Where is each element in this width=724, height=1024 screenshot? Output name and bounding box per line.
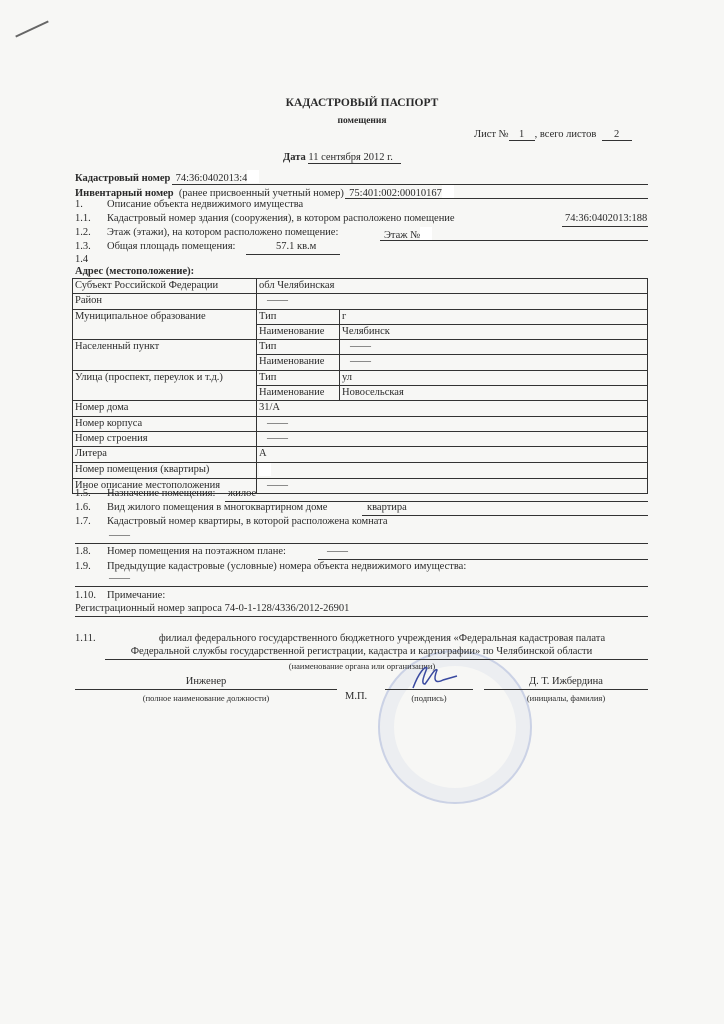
- item-number: 1.11.: [75, 633, 96, 644]
- apartment-cadastral-value: ——: [109, 530, 130, 541]
- item-label: Предыдущие кадастровые (условные) номера объекта недвижимого имущества:: [107, 561, 467, 572]
- table-cell: ——: [257, 416, 648, 431]
- floor-value: Этаж №: [384, 227, 432, 241]
- page-title: КАДАСТРОВЫЙ ПАСПОРТ: [285, 97, 439, 109]
- item-label: Примечание:: [107, 590, 166, 601]
- area-value: 57.1 кв.м: [276, 241, 317, 252]
- table-cell: Номер корпуса: [73, 416, 257, 431]
- item-number: 1.4: [75, 254, 89, 265]
- table-cell: Литера: [73, 447, 257, 462]
- scan-mark: [15, 20, 48, 37]
- item-number: 1.3.: [75, 241, 91, 252]
- address-heading: Адрес (местоположение):: [75, 266, 195, 277]
- table-cell: Наименование: [257, 355, 340, 370]
- note-value: Регистрационный номер запроса 74-0-1-128/4336/2012-26901: [75, 603, 350, 614]
- table-cell: Район: [73, 294, 257, 309]
- item-number: 1.5.: [75, 488, 91, 499]
- table-cell: Номер помещения (квартиры): [73, 462, 257, 478]
- table-cell: Субъект Российской Федерации: [73, 279, 257, 294]
- item-label: Общая площадь помещения:: [107, 241, 236, 252]
- table-cell: Челябинск: [340, 324, 648, 339]
- table-cell: Улица (проспект, переулок и т.д.): [73, 370, 257, 401]
- position-caption: (полное наименование должности): [142, 693, 270, 703]
- table-cell: г: [340, 309, 648, 324]
- item-label: Назначение помещения:: [107, 488, 216, 499]
- table-cell: Населенный пункт: [73, 340, 257, 371]
- table-cell: ——: [340, 340, 648, 355]
- table-cell: Наименование: [257, 324, 340, 339]
- item-number: 1.2.: [75, 227, 91, 238]
- table-cell: Тип: [257, 370, 340, 385]
- inventory-number: Инвентарный номер (ранее присвоенный учетный номер) 75:401:002:00010167: [75, 185, 454, 199]
- item-number: 1.10.: [75, 590, 96, 601]
- page-subtitle: помещения: [337, 116, 387, 126]
- item-number: 1.6.: [75, 502, 91, 513]
- table-cell: Новосельская: [340, 386, 648, 401]
- address-table: [72, 278, 648, 494]
- item-number: 1.8.: [75, 546, 91, 557]
- table-cell: Наименование: [257, 386, 340, 401]
- item-label: Кадастровый номер здания (сооружения), в котором расположено помещение: [107, 213, 455, 224]
- signature-icon: [405, 662, 465, 692]
- building-cadastral-number: 74:36:0402013:188: [565, 213, 648, 224]
- cadastral-number: Кадастровый номер 74:36:0402013:4: [75, 170, 259, 184]
- table-cell: А: [257, 447, 648, 462]
- table-cell: ——: [257, 431, 648, 446]
- item-number: 1.: [75, 199, 83, 210]
- date: Дата 11 сентября 2012 г.: [283, 152, 401, 163]
- table-cell: [257, 462, 648, 478]
- item-number: 1.7.: [75, 516, 91, 527]
- item-label: Номер помещения на поэтажном плане:: [107, 546, 286, 557]
- item-number: 1.9.: [75, 561, 91, 572]
- item-label: Этаж (этажи), на котором расположено помещение:: [107, 227, 339, 238]
- previous-numbers-value: ——: [109, 573, 130, 584]
- table-cell: Номер строения: [73, 431, 257, 446]
- section-heading: Описание объекта недвижимого имущества: [107, 199, 304, 210]
- sheet-info: Лист № 1 , всего листов 2: [474, 129, 632, 141]
- item-label: Вид жилого помещения в многоквартирном доме: [107, 502, 328, 513]
- item-label: Кадастровый номер квартиры, в которой расположена комната: [107, 516, 388, 527]
- table-cell: Тип: [257, 309, 340, 324]
- floor-plan-number-value: ——: [327, 546, 348, 557]
- table-cell: ——: [257, 294, 648, 309]
- table-cell: 31/А: [257, 401, 648, 416]
- organization-line-1: филиал федерального государственного бюджетного учреждения «Федеральная кадастровая палата: [158, 633, 606, 644]
- signature-caption: (подпись): [411, 693, 447, 703]
- item-number: 1.1.: [75, 213, 91, 224]
- table-cell: ——: [257, 478, 648, 493]
- organization-caption: (наименование органа или организации): [288, 661, 436, 671]
- purpose-value: жилое: [228, 488, 257, 499]
- stamp-place-label: М.П.: [345, 691, 368, 702]
- dwelling-type-value: квартира: [367, 502, 407, 513]
- table-cell: ул: [340, 370, 648, 385]
- table-cell: Номер дома: [73, 401, 257, 416]
- organization-line-2: Федеральной службы государственной регистрации, кадастра и картографии» по Челябинской области: [130, 646, 593, 657]
- table-cell: ——: [340, 355, 648, 370]
- signer-position: Инженер: [185, 676, 227, 687]
- table-cell: Муниципальное образование: [73, 309, 257, 340]
- table-cell: Тип: [257, 340, 340, 355]
- name-caption: (инициалы, фамилия): [526, 693, 606, 703]
- table-cell: Иное описание местоположения: [73, 478, 257, 493]
- table-cell: обл Челябинская: [257, 279, 648, 294]
- signer-name: Д. Т. Ижбердина: [529, 676, 603, 687]
